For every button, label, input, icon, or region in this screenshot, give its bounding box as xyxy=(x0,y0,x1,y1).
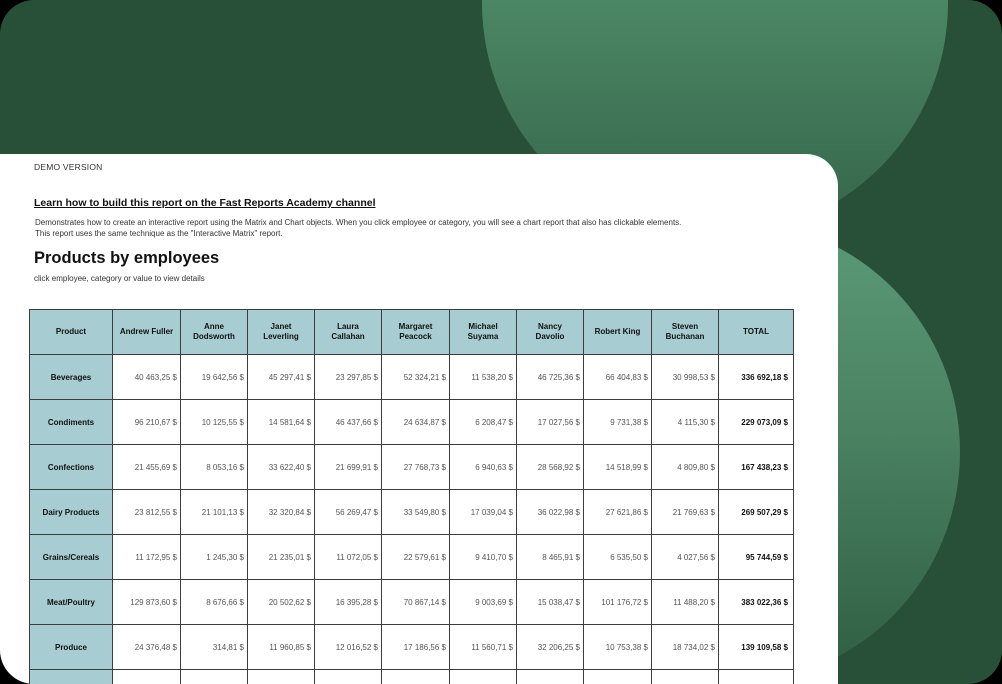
value-cell[interactable]: 40 463,25 $ xyxy=(113,355,181,400)
table-row xyxy=(30,670,794,684)
value-cell[interactable]: 11 538,20 $ xyxy=(450,355,517,400)
value-cell[interactable]: 10 125,55 $ xyxy=(181,400,248,445)
employee-name-line2: Callahan xyxy=(331,332,365,341)
category-cell[interactable]: Produce xyxy=(30,625,113,670)
employee-name-line2: Suyama xyxy=(467,332,499,341)
value-cell[interactable]: 6 208,47 $ xyxy=(450,400,517,445)
value-cell[interactable]: 52 324,21 $ xyxy=(382,355,450,400)
value-cell[interactable]: 70 867,14 $ xyxy=(382,580,450,625)
value-cell[interactable] xyxy=(315,670,382,684)
value-cell[interactable]: 36 022,98 $ xyxy=(517,490,584,535)
value-cell[interactable]: 46 725,36 $ xyxy=(517,355,584,400)
value-cell[interactable]: 24 376,48 $ xyxy=(113,625,181,670)
value-cell[interactable]: 129 873,60 $ xyxy=(113,580,181,625)
value-cell[interactable]: 8 465,91 $ xyxy=(517,535,584,580)
value-cell[interactable]: 18 734,02 $ xyxy=(652,625,719,670)
employee-name-line1: Janet xyxy=(270,322,292,331)
table-row xyxy=(30,625,794,670)
table-row xyxy=(30,355,794,400)
category-cell[interactable]: Confections xyxy=(30,445,113,490)
value-cell[interactable]: 16 395,28 $ xyxy=(315,580,382,625)
value-cell[interactable]: 23 297,85 $ xyxy=(315,355,382,400)
products-by-employees-matrix xyxy=(29,309,794,684)
value-cell[interactable]: 11 488,20 $ xyxy=(652,580,719,625)
value-cell[interactable]: 24 634,87 $ xyxy=(382,400,450,445)
value-cell[interactable]: 96 210,67 $ xyxy=(113,400,181,445)
category-cell[interactable]: Condiments xyxy=(30,400,113,445)
value-cell[interactable] xyxy=(382,670,450,684)
value-cell[interactable]: 46 437,66 $ xyxy=(315,400,382,445)
value-cell[interactable] xyxy=(450,670,517,684)
value-cell[interactable]: 11 560,71 $ xyxy=(450,625,517,670)
table-row xyxy=(30,490,794,535)
value-cell[interactable]: 6 535,50 $ xyxy=(584,535,652,580)
employee-name-line1: Margaret xyxy=(398,322,433,331)
value-cell[interactable]: 9 003,69 $ xyxy=(450,580,517,625)
value-cell[interactable]: 9 731,38 $ xyxy=(584,400,652,445)
employee-name-line1: Steven xyxy=(671,322,699,331)
value-cell[interactable]: 14 581,64 $ xyxy=(248,400,315,445)
value-cell[interactable]: 56 269,47 $ xyxy=(315,490,382,535)
row-total-cell: 167 438,23 $ xyxy=(719,445,794,490)
value-cell[interactable]: 23 812,55 $ xyxy=(113,490,181,535)
value-cell[interactable]: 22 579,61 $ xyxy=(382,535,450,580)
header-employee[interactable] xyxy=(517,310,584,355)
employee-name-line1: Laura xyxy=(337,322,359,331)
employee-name-line1: Nancy xyxy=(537,322,562,331)
employee-name-line2: Leverling xyxy=(263,332,299,341)
matrix-header-row xyxy=(30,310,794,355)
value-cell[interactable]: 17 186,56 $ xyxy=(382,625,450,670)
demo-version-label: DEMO VERSION xyxy=(34,162,103,172)
header-employee[interactable] xyxy=(181,310,248,355)
report-page xyxy=(0,154,838,684)
value-cell[interactable] xyxy=(652,670,719,684)
employee-name-line1: Robert King xyxy=(594,327,641,336)
value-cell[interactable]: 11 072,05 $ xyxy=(315,535,382,580)
value-cell[interactable]: 4 809,80 $ xyxy=(652,445,719,490)
value-cell[interactable]: 19 642,56 $ xyxy=(181,355,248,400)
value-cell[interactable]: 21 235,01 $ xyxy=(248,535,315,580)
row-total-cell xyxy=(719,670,794,684)
category-cell[interactable] xyxy=(30,670,113,684)
category-cell[interactable]: Dairy Products xyxy=(30,490,113,535)
value-cell[interactable]: 14 518,99 $ xyxy=(584,445,652,490)
table-row xyxy=(30,445,794,490)
header-total: TOTAL xyxy=(719,310,794,355)
employee-name-line1: Michael xyxy=(468,322,498,331)
category-cell[interactable]: Grains/Cereals xyxy=(30,535,113,580)
value-cell[interactable]: 20 502,62 $ xyxy=(248,580,315,625)
value-cell[interactable]: 10 753,38 $ xyxy=(584,625,652,670)
value-cell[interactable]: 9 410,70 $ xyxy=(450,535,517,580)
value-cell[interactable]: 11 172,95 $ xyxy=(113,535,181,580)
employee-name-line2: Buchanan xyxy=(665,332,705,341)
value-cell[interactable]: 8 676,66 $ xyxy=(181,580,248,625)
header-product: Product xyxy=(30,310,113,355)
value-cell[interactable]: 101 176,72 $ xyxy=(584,580,652,625)
row-total-cell: 269 507,29 $ xyxy=(719,490,794,535)
row-total-cell: 229 073,09 $ xyxy=(719,400,794,445)
row-total-cell: 383 022,36 $ xyxy=(719,580,794,625)
description-line-2: This report uses the same technique as the "Interactive Matrix" report. xyxy=(35,228,283,238)
employee-name-line1: Andrew Fuller xyxy=(119,327,174,336)
row-total-cell: 336 692,18 $ xyxy=(719,355,794,400)
value-cell[interactable]: 11 960,85 $ xyxy=(248,625,315,670)
header-employee[interactable] xyxy=(382,310,450,355)
header-employee[interactable] xyxy=(652,310,719,355)
value-cell[interactable]: 32 206,25 $ xyxy=(517,625,584,670)
value-cell[interactable]: 4 115,30 $ xyxy=(652,400,719,445)
header-employee[interactable] xyxy=(584,310,652,355)
value-cell[interactable]: 15 038,47 $ xyxy=(517,580,584,625)
category-cell[interactable]: Beverages xyxy=(30,355,113,400)
value-cell[interactable]: 12 016,52 $ xyxy=(315,625,382,670)
report-description xyxy=(35,218,681,239)
table-row xyxy=(30,535,794,580)
header-employee[interactable] xyxy=(315,310,382,355)
value-cell[interactable]: 21 455,69 $ xyxy=(113,445,181,490)
header-employee[interactable] xyxy=(113,310,181,355)
matrix-body xyxy=(30,355,794,684)
row-total-cell: 95 744,59 $ xyxy=(719,535,794,580)
value-cell[interactable]: 33 549,80 $ xyxy=(382,490,450,535)
value-cell[interactable] xyxy=(181,670,248,684)
value-cell[interactable]: 314,81 $ xyxy=(181,625,248,670)
row-total-cell: 139 109,58 $ xyxy=(719,625,794,670)
description-line-1: Demonstrates how to create an interactive report using the Matrix and Chart objects. When you click employee or category, you will see a chart report that also has clickable elements. xyxy=(35,218,682,227)
value-cell[interactable]: 17 027,56 $ xyxy=(517,400,584,445)
report-subtitle: click employee, category or value to view details xyxy=(34,274,205,283)
value-cell[interactable]: 21 769,63 $ xyxy=(652,490,719,535)
value-cell[interactable] xyxy=(113,670,181,684)
table-row xyxy=(30,580,794,625)
value-cell[interactable]: 27 768,73 $ xyxy=(382,445,450,490)
value-cell[interactable]: 1 245,30 $ xyxy=(181,535,248,580)
header-employee[interactable] xyxy=(450,310,517,355)
value-cell[interactable]: 66 404,83 $ xyxy=(584,355,652,400)
value-cell[interactable]: 8 053,16 $ xyxy=(181,445,248,490)
value-cell[interactable]: 4 027,56 $ xyxy=(652,535,719,580)
table-row xyxy=(30,400,794,445)
value-cell[interactable]: 30 998,53 $ xyxy=(652,355,719,400)
employee-name-line2: Dodsworth xyxy=(193,332,235,341)
value-cell[interactable]: 6 940,63 $ xyxy=(450,445,517,490)
employee-name-line2: Peacock xyxy=(399,332,432,341)
header-employee[interactable] xyxy=(248,310,315,355)
category-cell[interactable]: Meat/Poultry xyxy=(30,580,113,625)
value-cell[interactable]: 27 621,86 $ xyxy=(584,490,652,535)
employee-name-line1: Anne xyxy=(204,322,224,331)
value-cell[interactable]: 21 699,91 $ xyxy=(315,445,382,490)
value-cell[interactable]: 21 101,13 $ xyxy=(181,490,248,535)
academy-channel-link[interactable]: Learn how to build this report on the Fast Reports Academy channel xyxy=(34,197,376,209)
value-cell[interactable]: 28 568,92 $ xyxy=(517,445,584,490)
value-cell[interactable] xyxy=(248,670,315,684)
page-title: Products by employees xyxy=(34,249,220,267)
employee-name-line2: Davolio xyxy=(535,332,565,341)
value-cell[interactable]: 45 297,41 $ xyxy=(248,355,315,400)
value-cell[interactable] xyxy=(584,670,652,684)
value-cell[interactable]: 33 622,40 $ xyxy=(248,445,315,490)
value-cell[interactable]: 32 320,84 $ xyxy=(248,490,315,535)
value-cell[interactable] xyxy=(517,670,584,684)
value-cell[interactable]: 17 039,04 $ xyxy=(450,490,517,535)
